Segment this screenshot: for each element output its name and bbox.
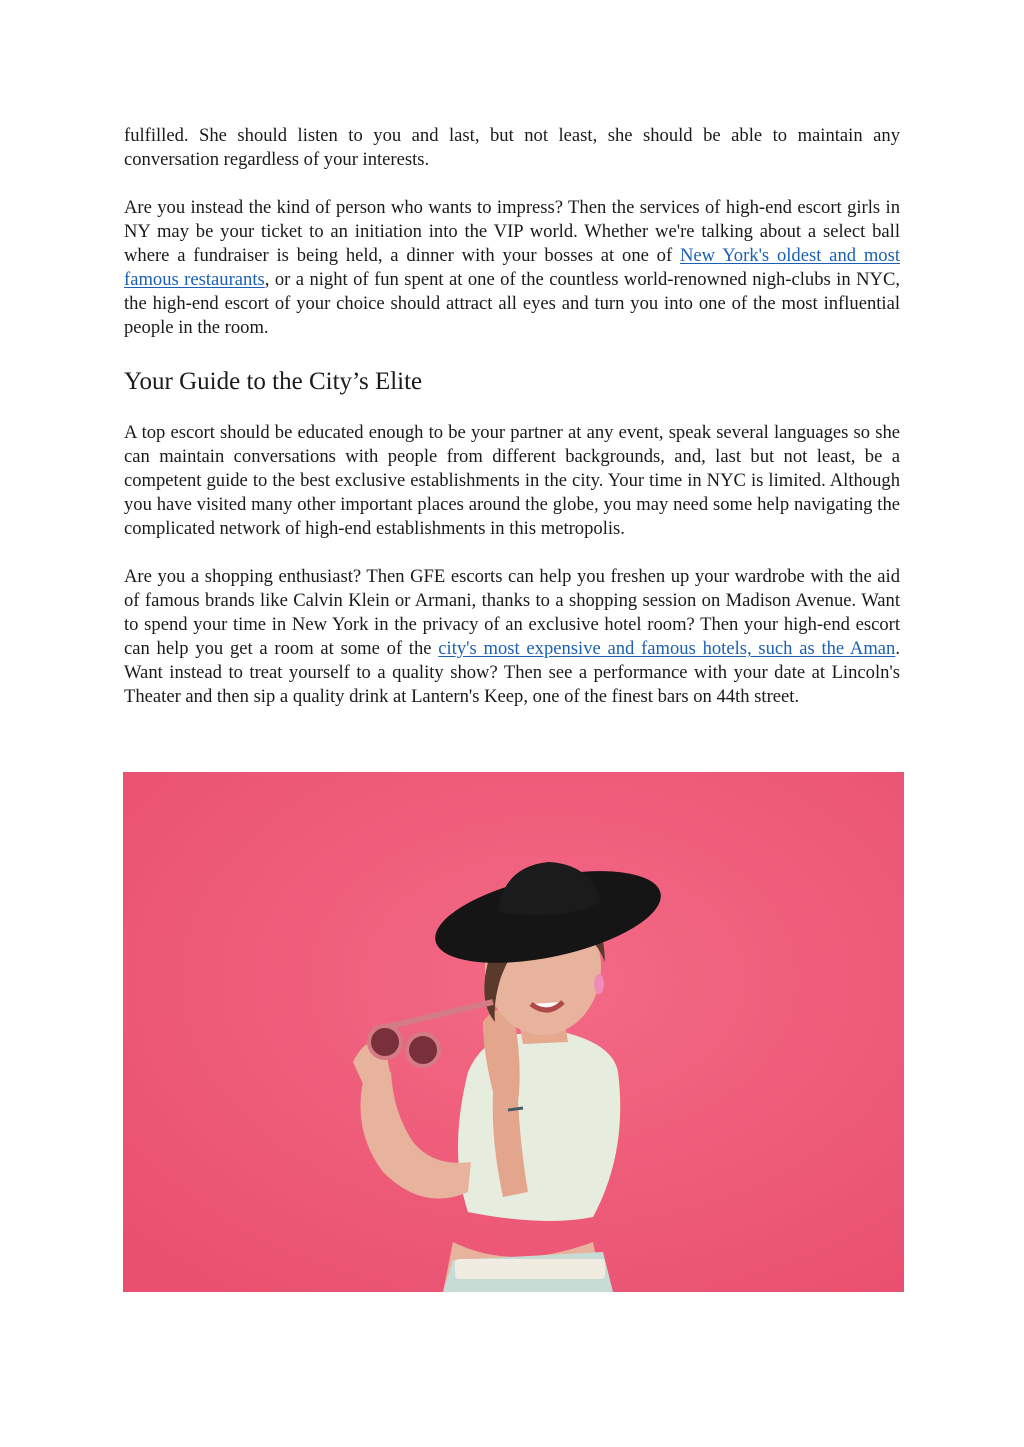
paragraph-1: fulfilled. She should listen to you and last, but not least, she should be able to maintain any conversation regardless of your interests. [124,125,900,170]
paragraph-4-text-b: . Want instead to treat yourself to a quality show? Then see a performance with your date at Lincoln's Theater and then sip a quality drink at Lantern's Keep, one of the finest bars on 44th street. [124,638,900,707]
woman-with-hat-photo [123,772,904,1292]
paragraph-4 [124,565,900,709]
restaurants-link[interactable]: New York's oldest and most famous restaurants [124,245,901,290]
paragraph-2-text-b: , or a night of fun spent at one of the countless world-renowned nigh-clubs in NYC, the high-end escort of your choice should attract all eyes and turn you into one of the most influential people in the room. [124,269,900,338]
hotels-link[interactable]: city's most expensive and famous hotels, such as the Aman [438,638,896,659]
paragraph-2 [124,196,900,340]
section-heading: Your Guide to the City’s Elite [124,368,423,395]
paragraph-4-text-a: Are you a shopping enthusiast? Then GFE escorts can help you freshen up your wardrobe with the aid of famous brands like Calvin Klein or Armani, thanks to a shopping session on Madison Avenue. Want to spend your time in New York in the privacy of an exclusive hotel room? Then your high-end escort can help you get a room at some of the [124,566,900,659]
paragraph-3: A top escort should be educated enough to be your partner at any event, speak several languages so she can maintain conversations with people from different backgrounds, and, last but not least, be a competent guide to the best exclusive establishments in the city. Your time in NYC is limited. Although you have visited many other important places around the globe, you may need some help navigating the complicated network of high-end establishments in this metropolis. [124,422,900,539]
paragraph-2-text-a: Are you instead the kind of person who wants to impress? Then the services of high-end escort girls in NY may be your ticket to an initiation into the VIP world. Whether we're talking about a select ball where a fundraiser is being held, a dinner with your bosses at one of [124,197,900,266]
article-body [124,124,900,709]
